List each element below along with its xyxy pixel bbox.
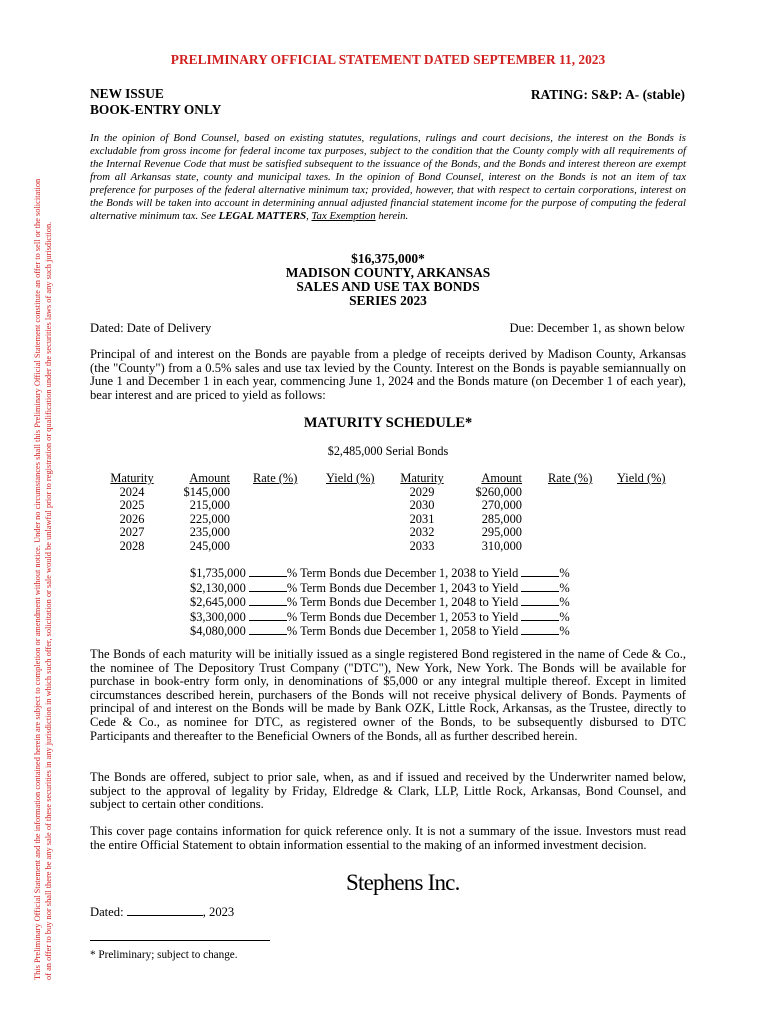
maturity-amount: 235,000 xyxy=(189,525,230,540)
term-bond-text: % Term Bonds due December 1, 2058 to Yield xyxy=(286,624,519,639)
term-bond-amount: $2,130,000 xyxy=(190,580,246,595)
maturity-amount: 295,000 xyxy=(481,525,522,540)
dated-date: Dated: Date of Delivery xyxy=(90,321,212,335)
due-date: Due: December 1, as shown below xyxy=(509,321,685,335)
percent-sign: % xyxy=(559,580,570,595)
term-bond-amount: $2,645,000 xyxy=(190,595,246,610)
maturity-amount: 285,000 xyxy=(481,511,522,526)
yield-blank xyxy=(521,624,559,635)
cover-page-paragraph: This cover page contains information for quick reference only. It is not a summary of the issue. Investors must read the entire Official Statement to obtain information essential to the making of an informed investment decision. xyxy=(90,824,686,852)
term-bonds-list xyxy=(190,566,570,639)
opinion-herein: herein. xyxy=(375,210,409,222)
maturity-schedule-heading: MATURITY SCHEDULE* xyxy=(303,415,473,431)
issue-type xyxy=(90,86,221,118)
term-bond-text: % Term Bonds due December 1, 2038 to Yield xyxy=(286,566,519,580)
tax-exemption-reference: Tax Exemption xyxy=(311,210,376,222)
yield-blank xyxy=(521,581,559,592)
maturity-header: Maturity xyxy=(400,471,444,485)
rate-blank xyxy=(249,595,287,606)
rate-column-left xyxy=(253,472,297,486)
maturity-year: 2024 xyxy=(119,484,145,499)
preliminary-disclaimer-legend xyxy=(32,20,54,980)
offering-paragraph: The Bonds are offered, subject to prior sale, when, as and if issued and received by the Underwriter named below, subject to the approval of legality by Friday, Eldredge & Clark, LLP, Little Rock, Arkansas, Bond Counsel, and subject to certain other conditions. xyxy=(90,770,686,812)
maturity-year: 2025 xyxy=(119,498,145,513)
underwriter-logo: Stephens Inc. xyxy=(346,870,460,895)
date-blank xyxy=(127,905,203,916)
yield-blank xyxy=(521,610,559,621)
rate-column-right xyxy=(548,472,592,486)
rate-blank xyxy=(249,610,287,621)
term-bond-amount: $3,300,000 xyxy=(190,609,246,624)
amount-header: Amount xyxy=(481,471,522,485)
serial-bonds-label: $2,485,000 Serial Bonds xyxy=(327,444,449,458)
maturity-amount: 225,000 xyxy=(189,511,230,526)
disclaimer-line-1: This Preliminary Official Statement and the information contained herein are subject to completion or amendment without notice. Under no circumstances shall this Preliminary Official Statement constitute an offer to sell or the solicitation xyxy=(33,178,42,980)
term-bond-row xyxy=(190,566,570,581)
rate-header: Rate (%) xyxy=(253,471,298,485)
percent-sign: % xyxy=(559,566,570,580)
term-bond-row xyxy=(190,581,570,596)
maturity-amount: 310,000 xyxy=(481,538,522,553)
principal-paragraph: Principal of and interest on the Bonds are payable from a pledge of receipts derived by Madison County, Arkansas (the "County") from a 0.5% sales and use tax levied by the County. Interest on the Bonds is payable semiannually on June 1 and December 1 in each year, commencing June 1, 2024 and the Bonds mature (on December 1 of each year), bear interest and are priced to yield as follows: xyxy=(90,347,686,402)
yield-blank xyxy=(521,595,559,606)
maturity-year: 2032 xyxy=(409,525,435,540)
maturity-year: 2029 xyxy=(409,484,435,499)
maturity-year: 2031 xyxy=(409,511,435,526)
maturity-amount: 215,000 xyxy=(189,498,230,513)
maturity-column-left xyxy=(108,472,156,554)
term-bond-amount: $4,080,000 xyxy=(190,624,246,639)
dated-prefix: Dated: xyxy=(90,905,127,919)
book-entry-label: BOOK-ENTRY ONLY xyxy=(90,102,222,117)
term-bond-row xyxy=(190,624,570,639)
bond-issuer: MADISON COUNTY, ARKANSAS xyxy=(285,265,491,280)
bond-series: SERIES 2023 xyxy=(349,293,427,308)
maturity-amount: $145,000 xyxy=(183,484,230,499)
yield-blank xyxy=(521,566,559,577)
opinion-text: In the opinion of Bond Counsel, based on existing statutes, regulations, rulings and court decisions, the interest on the Bonds is excludable from gross income for federal income tax purposes, subject to the condition that the County comply with all requirements of the Internal Revenue Code that must be satisfied subsequent to the issuance of the Bonds, and the Bonds and interest thereon are exempt from all Arkansas state, county and municipal taxes. In the opinion of Bond Counsel, interest on the Bonds is not an item of tax preference for purposes of the federal alternative minimum tax; provided, however, that with respect to certain corporations, interest on the Bonds will be taken into account in determining annual adjusted financial statement income for the purpose of computing the federal alternative minimum tax. See xyxy=(90,132,686,222)
amount-header: Amount xyxy=(189,471,230,485)
amount-column-right xyxy=(464,472,522,554)
bond-amount: $16,375,000* xyxy=(351,251,425,266)
term-bond-text: % Term Bonds due December 1, 2048 to Yield xyxy=(286,595,519,610)
dated-suffix: , 2023 xyxy=(202,905,235,919)
term-bond-row xyxy=(190,595,570,610)
rate-blank xyxy=(249,566,287,577)
bond-counsel-opinion xyxy=(90,132,686,223)
book-entry-paragraph: The Bonds of each maturity will be initially issued as a single registered Bond registered in the name of Cede & Co., the nominee of The Depository Trust Company ("DTC"), New York, New York. The Bonds will be available for purchase in book-entry form only, in denominations of $5,000 or any integral multiple thereof. Except in limited circumstances described herein, purchasers of the Bonds will not receive physical delivery of Bonds. Payments of principal of and interest on the Bonds will be made by Bank OZK, Little Rock, Arkansas, as the Trustee, directly to Cede & Co., as nominee for DTC, as registered owner of the Bonds, to be subsequently disbursed to DTC Participants and thereafter to the Beneficial Owners of the Bonds, all as further described herein. xyxy=(90,647,686,743)
yield-column-left xyxy=(326,472,375,486)
rate-blank xyxy=(249,581,287,592)
percent-sign: % xyxy=(559,595,570,610)
signature-date-line xyxy=(90,905,234,920)
rate-header: Rate (%) xyxy=(548,471,593,485)
term-bond-amount: $1,735,000 xyxy=(190,566,246,580)
term-bond-row xyxy=(190,610,570,625)
legal-matters-reference: LEGAL MATTERS xyxy=(218,210,307,222)
preliminary-title: PRELIMINARY OFFICIAL STATEMENT DATED SEPTEMBER 11, 2023 xyxy=(170,52,606,67)
percent-sign: % xyxy=(559,609,570,624)
maturity-year: 2027 xyxy=(119,525,145,540)
maturity-header: Maturity xyxy=(110,471,154,485)
opinion-comma: , xyxy=(306,210,312,222)
term-bond-text: % Term Bonds due December 1, 2053 to Yield xyxy=(286,609,519,624)
rate-blank xyxy=(249,624,287,635)
yield-column-right xyxy=(617,472,666,486)
maturity-year: 2030 xyxy=(409,498,435,513)
footnote-divider xyxy=(90,940,270,941)
bond-title-block xyxy=(90,252,686,308)
bond-name: SALES AND USE TAX BONDS xyxy=(296,279,480,294)
maturity-amount: $260,000 xyxy=(475,484,522,499)
maturity-year: 2026 xyxy=(119,511,145,526)
maturity-year: 2033 xyxy=(409,538,435,553)
yield-header: Yield (%) xyxy=(617,471,666,485)
maturity-amount: 245,000 xyxy=(189,538,230,553)
maturity-column-right xyxy=(398,472,446,554)
footnote: * Preliminary; subject to change. xyxy=(90,949,238,961)
term-bond-text: % Term Bonds due December 1, 2043 to Yield xyxy=(286,580,519,595)
amount-column-left xyxy=(172,472,230,554)
yield-header: Yield (%) xyxy=(326,471,375,485)
disclaimer-line-2: of an offer to buy nor shall there be any sale of these securities in any jurisdiction in which such offer, solicitation or sale would be unlawful prior to registration or qualification under the securities laws of any such jurisdiction. xyxy=(44,221,53,980)
maturity-year: 2028 xyxy=(119,538,145,553)
rating-label: RATING: S&P: A- (stable) xyxy=(530,87,685,102)
maturity-amount: 270,000 xyxy=(481,498,522,513)
percent-sign: % xyxy=(559,624,570,639)
new-issue-label: NEW ISSUE xyxy=(90,86,164,101)
